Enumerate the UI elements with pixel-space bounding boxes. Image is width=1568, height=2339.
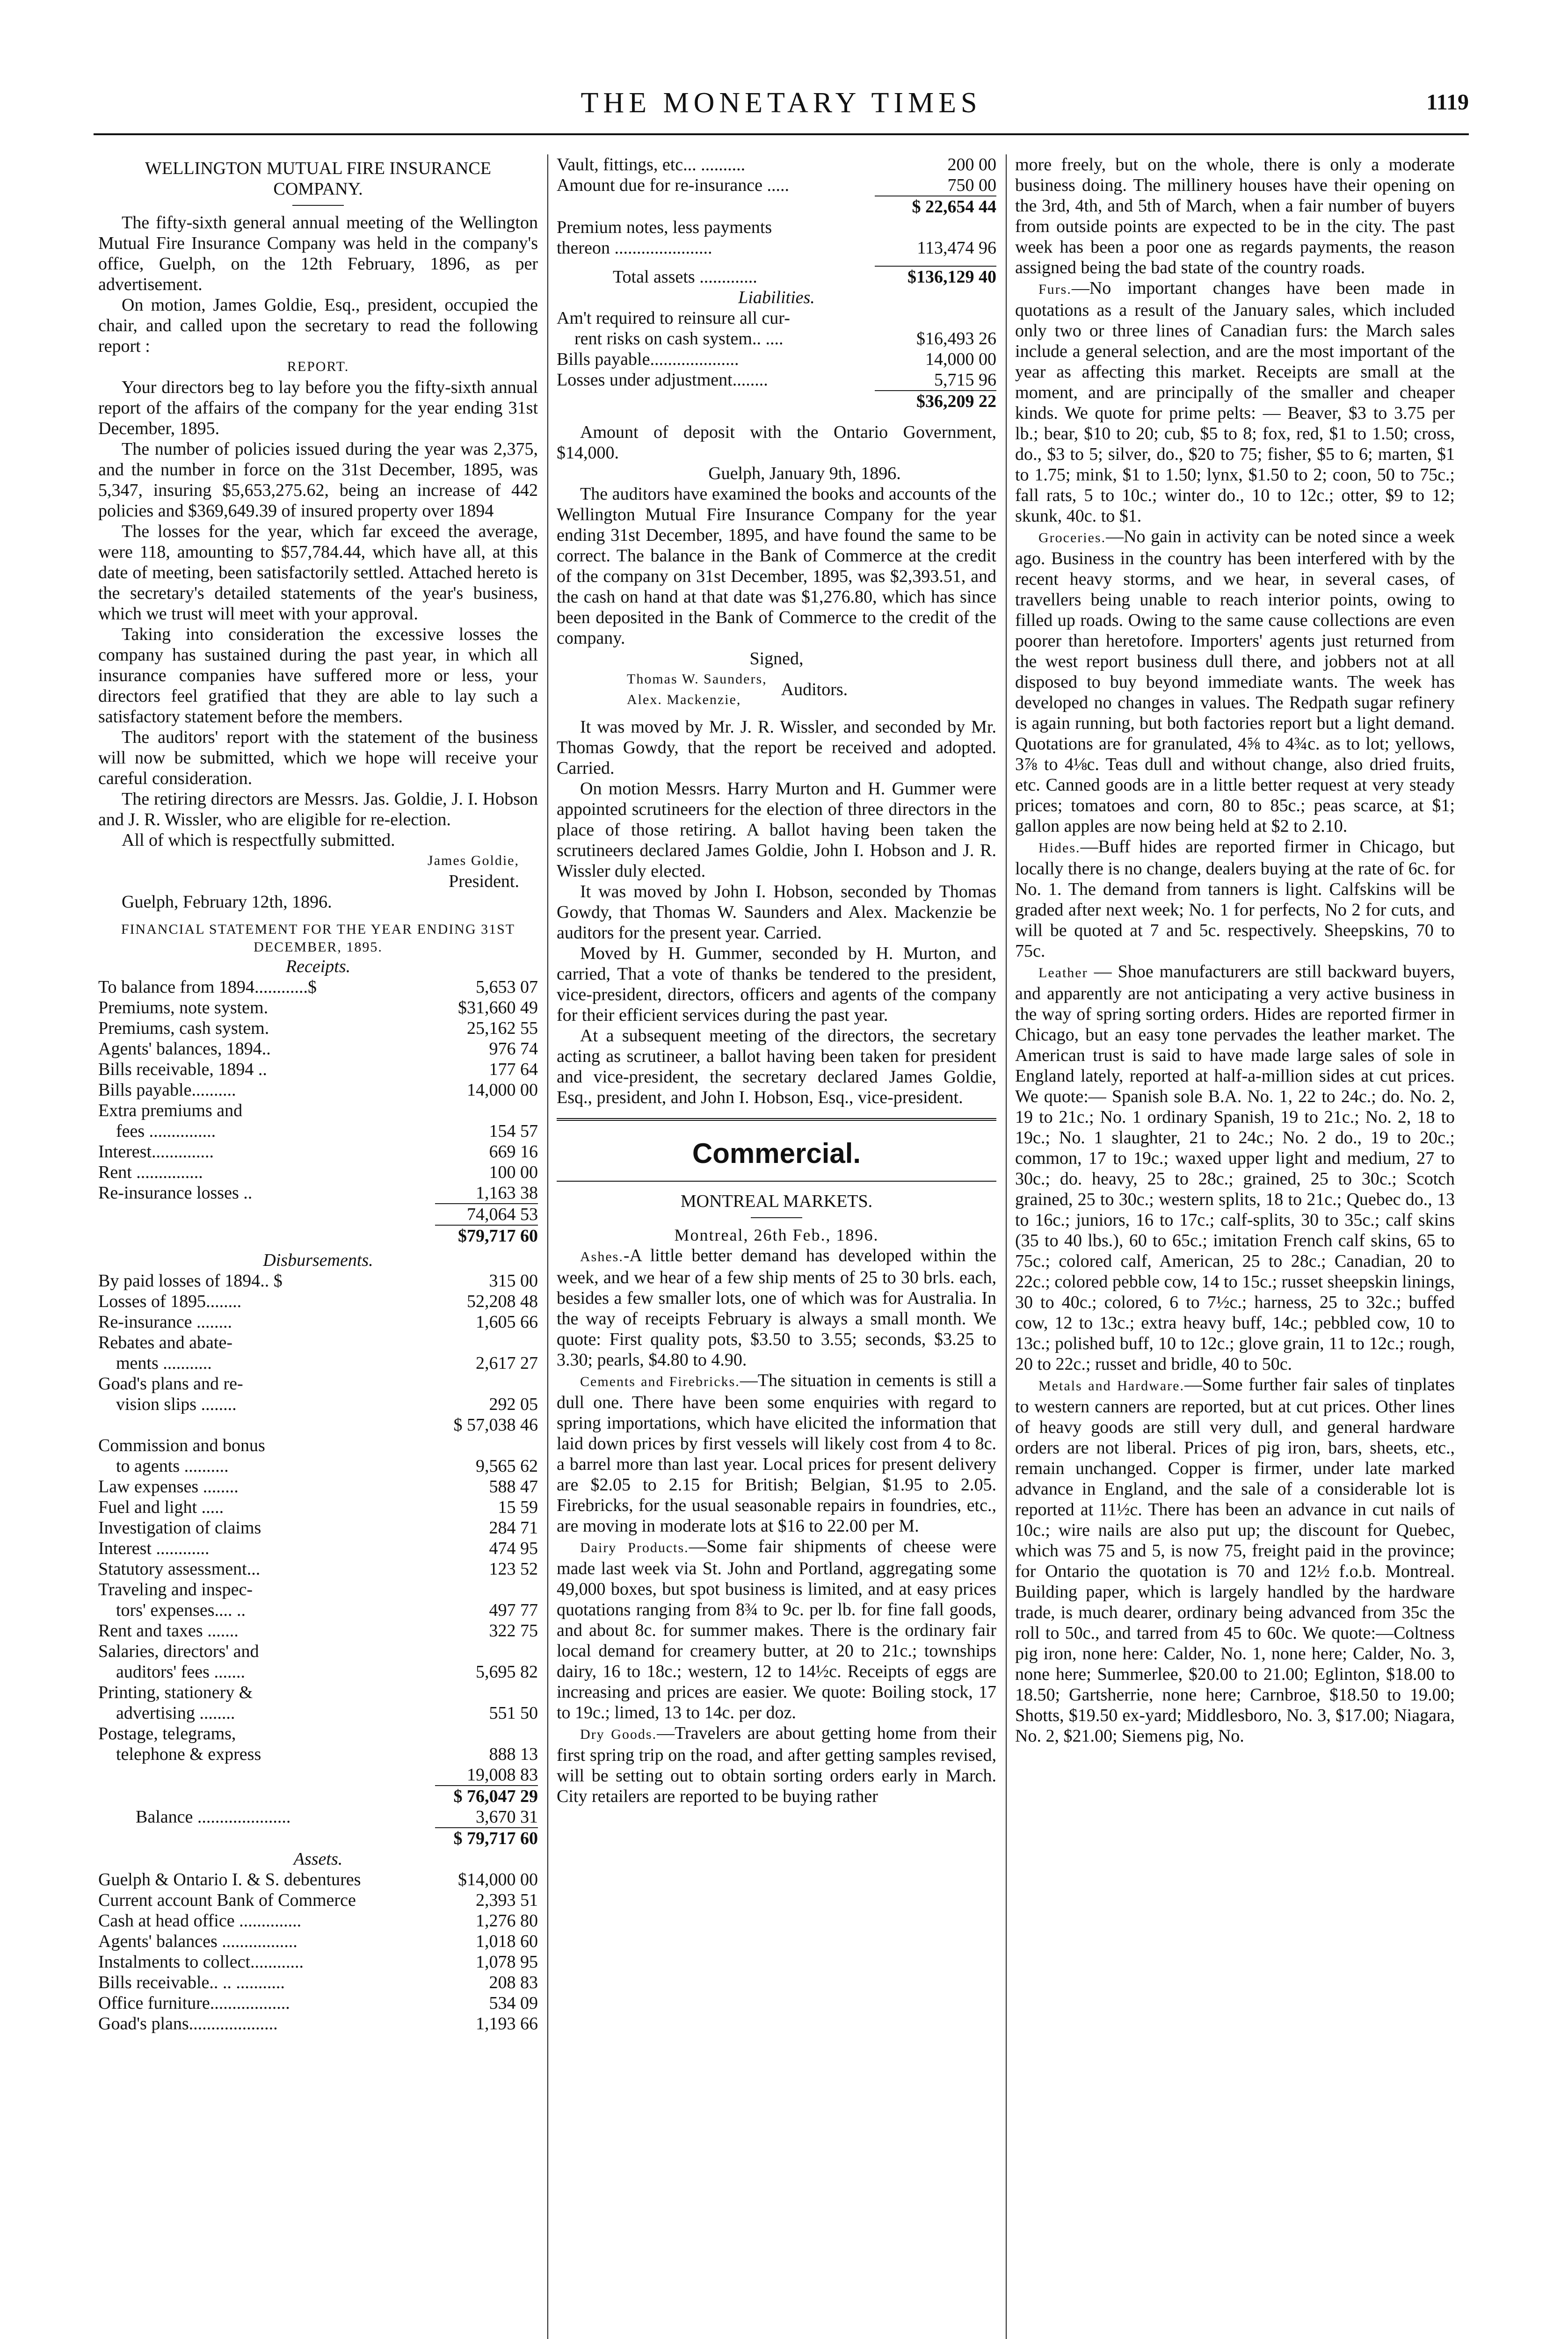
market-head: Dry Goods. (580, 1727, 657, 1742)
row-label: tors' expenses.... .. (98, 1600, 246, 1620)
row-amount: 100 00 (489, 1162, 538, 1182)
total-row (557, 390, 996, 412)
table-row (98, 1559, 538, 1579)
row-amount: 3,670 31 (476, 1807, 538, 1827)
market-text: —Some fair shipments of cheese were made last week via St. John and Portland, aggregating some 49,000 boxes, but spot business is limited, and at easy prices quotations ranging from 8¾ to 9c. per lb. for fine fall goods, and about 8c. for summer makes. There is the ordinary fair local demand for creamery butter, at 20 to 21c.; townships dairy, 16 to 18c.; western, 12 to 14½c. Receipts of eggs are increasing and prices are easier. We quote: Boiling stock, 17 to 19c.; limed, 13 to 14c. per doz. (557, 1537, 996, 1722)
row-amount: 888 13 (489, 1744, 538, 1764)
market-paragraph (1015, 526, 1455, 836)
divider (292, 205, 344, 206)
table-row (98, 1600, 538, 1620)
paragraph: The auditors have examined the books and accounts of the Wellington Mutual Fire Insurance Company for the year ending 31st December, 1895, and have found the same to be correct. The balance in the Bank of Commerce at the credit of the company on 31st December, 1895, was $2,393.51, and the cash on hand at that date was $1,276.80, which has since been deposited in the Bank of Commerce to the credit of the company. (557, 484, 996, 648)
section-divider (557, 1118, 996, 1121)
divider (751, 1217, 802, 1218)
subtotal-row (557, 196, 996, 217)
row-amount: 1,193 66 (476, 2014, 538, 2034)
row-amount: 750 00 (947, 175, 996, 195)
row-label: Re-insurance losses .. (98, 1183, 253, 1203)
row-label: ments ........... (98, 1353, 212, 1373)
masthead-title: THE MONETARY TIMES (581, 87, 982, 119)
paragraph: Amount of deposit with the Ontario Government, $14,000. (557, 422, 996, 463)
table-row (98, 1456, 538, 1476)
column-1 (98, 154, 538, 2034)
table-row (98, 1039, 538, 1059)
row-amount: 154 57 (489, 1121, 538, 1141)
paragraph: It was moved by Mr. J. R. Wissler, and seconded by Mr. Thomas Gowdy, that the report be received and adopted. Carried. (557, 717, 996, 778)
row-label: Goad's plans and re- (98, 1374, 243, 1394)
row-amount: 474 95 (489, 1539, 538, 1558)
row-label: auditors' fees ....... (98, 1662, 245, 1682)
table-row (98, 1271, 538, 1291)
table-row (98, 1162, 538, 1183)
table-row (98, 1538, 538, 1559)
balance-row (98, 1807, 538, 1827)
row-amount: $16,493 26 (916, 329, 996, 349)
market-paragraph (557, 1536, 996, 1723)
row-label: Goad's plans.................... (98, 2014, 278, 2034)
liabilities-heading: Liabilities. (738, 288, 815, 307)
total-assets-row (557, 266, 996, 287)
auditor-name: Alex. Mackenzie, (627, 692, 741, 707)
row-label: Premiums, cash system. (98, 1018, 269, 1038)
auditors-label: Auditors. (781, 680, 848, 699)
paragraph: Your directors beg to lay before you the fifty-sixth annual report of the affairs of the company for the year ending 31st December, 1895. (98, 378, 538, 438)
assets-table-continued (557, 154, 996, 196)
signature-title: President. (449, 872, 519, 891)
row-amount: 25,162 55 (467, 1018, 538, 1038)
row-amount: 52,208 48 (467, 1292, 538, 1311)
table-row (98, 1931, 538, 1952)
table-row (98, 1394, 538, 1415)
market-paragraph (1015, 836, 1455, 961)
total-row (98, 1827, 538, 1849)
signed-label: Signed, (749, 649, 804, 668)
table-row (557, 349, 996, 370)
assets-table (98, 1869, 538, 2034)
row-amount: 322 75 (489, 1621, 538, 1641)
table-row (98, 997, 538, 1018)
table-row (98, 1018, 538, 1039)
row-amount: 315 00 (489, 1271, 538, 1291)
table-row (98, 1910, 538, 1931)
row-amount: $36,209 22 (875, 390, 996, 412)
row-amount: 284 71 (489, 1518, 538, 1538)
row-label: Guelph & Ontario I. & S. debentures (98, 1870, 361, 1889)
paragraph: On motion Messrs. Harry Murton and H. Gummer were appointed scrutineers for the election of three directors in the place of those retiring. A ballot having been taken the scrutineers declared James Goldie, John I. Hobson and J. R. Wissler duly elected. (557, 779, 996, 881)
paragraph: All of which is respectfully submitted. (122, 830, 395, 850)
row-label: Rent and taxes ....... (98, 1621, 239, 1641)
row-label: rent risks on cash system.. .... (557, 329, 784, 349)
header-rule (94, 133, 1469, 135)
row-label: Printing, stationery & (98, 1683, 253, 1702)
table-row (98, 1579, 538, 1600)
market-paragraph (1015, 1374, 1455, 1746)
subtotal-row (98, 1203, 538, 1225)
section-heading: REPORT. (287, 359, 349, 374)
receipts-heading: Receipts. (285, 957, 351, 976)
table-row (98, 1059, 538, 1080)
row-label: Bills receivable.. .. ........... (98, 1973, 285, 1992)
auditor-name: Thomas W. Saunders, (627, 671, 767, 687)
minutes-body (557, 717, 996, 1108)
report-body (98, 377, 538, 850)
table-row (557, 370, 996, 390)
divider (557, 1181, 996, 1182)
table-row (557, 175, 996, 196)
row-label: Interest.............. (98, 1142, 214, 1162)
row-amount: $ 22,654 44 (875, 196, 996, 217)
table-row (98, 1497, 538, 1518)
row-amount: 588 47 (489, 1477, 538, 1496)
table-row (98, 1662, 538, 1682)
row-amount: 200 00 (947, 155, 996, 174)
table-row (98, 1100, 538, 1121)
subtotal-row (98, 1765, 538, 1785)
column-2 (557, 154, 996, 1807)
column-divider (547, 154, 548, 2339)
market-head: Leather (1038, 965, 1088, 981)
row-amount: $ 79,717 60 (435, 1827, 538, 1849)
paragraph: The number of policies issued during the year was 2,375, and the number in force on the 31st December, 1895, was 5,347, insuring $5,653,275.62, being an increase of 442 policies and $369,649.39 of insured property over 1894 (98, 439, 538, 521)
row-amount: 976 74 (489, 1039, 538, 1059)
row-label: Rent ............... (98, 1162, 203, 1182)
table-row (98, 1972, 538, 1993)
row-label: Premium notes, less payments (557, 218, 772, 237)
row-label: Interest ............ (98, 1539, 210, 1558)
table-row (98, 1373, 538, 1394)
row-amount: 2,617 27 (476, 1353, 538, 1373)
market-paragraph (1015, 961, 1455, 1374)
market-head: Metals and Hardware. (1038, 1378, 1184, 1394)
row-label: Current account Bank of Commerce (98, 1890, 356, 1910)
row-label: vision slips ........ (98, 1395, 237, 1414)
liabilities-table (557, 308, 996, 390)
market-text: —No gain in activity can be noted since a week ago. Business in the country has been interfered with by the recent heavy storms, and we hear, in several cases, of travellers being unable to reach interior points, owing to filled up roads. Owing to the same cause collections are even poorer than heretofore. Importers' agents just returned from the west report business dull there, and jobbers not at all disposed to buy beyond immediate wants. The week has developed no changes in values. The Redpath sugar refinery is again running, but both factories report but a light demand. Quotations are for granulated, 4⅝ to 4¾c. as to lot; yellows, 3⅞ to 4⅛c. Teas dull and without change, also dried fruits, etc. Canned goods are in a little better request at very steady prices; tomatoes and corn, 80 to 85c.; peas scarce, at $1; gallon apples are now being held at $2 to 2.10. (1015, 527, 1455, 836)
row-label: Bills payable.......... (98, 1080, 236, 1100)
row-label: Vault, fittings, etc... .......... (557, 155, 746, 174)
paragraph: At a subsequent meeting of the directors, the secretary acting as scrutineer, a ballot having been taken for president and vice-president, the secretary declared James Goldie, Esq., president, and John I. Hobson, Esq., vice-president. (557, 1026, 996, 1107)
row-label: Bills receivable, 1894 .. (98, 1060, 267, 1079)
market-text: —Buff hides are reported firmer in Chicago, but locally there is no change, dealers buying at the rate of 6c. for No. 1. The demand from tanners is light. Calfskins will be graded after next week; No. 1 for perfects, No 2 for cuts, and will be quoted at 7 and 5c. respectively. Sheepskins, 70 to 75c. (1015, 837, 1455, 961)
row-label: Statutory assessment... (98, 1559, 261, 1579)
market-paragraph (557, 1370, 996, 1536)
row-label: Postage, telegrams, (98, 1724, 236, 1743)
row-label: Total assets ............. (613, 267, 757, 287)
table-row (98, 2013, 538, 2034)
disbursements-table (98, 1435, 538, 1765)
market-paragraph: more freely, but on the whole, there is only a moderate business doing. The millinery houses have their opening on the 3rd, 4th, and 5th of March, when a fair number of buyers from outside points are expected to be in the city. The past week has been a poor one as regards payments, the reason assigned being the bad state of the country roads. (1015, 155, 1455, 277)
row-amount: 1,163 38 (476, 1183, 538, 1203)
table-row (557, 154, 996, 175)
receipts-balance-row (98, 977, 538, 997)
table-row (98, 1141, 538, 1162)
page-number: 1119 (1426, 90, 1469, 115)
total-row (98, 1785, 538, 1807)
section-title: Commercial. (692, 1138, 861, 1169)
table-row (98, 1869, 538, 1890)
row-label: Balance ..................... (136, 1807, 291, 1827)
market-text: —No important changes have been made in quotations as a result of the January sales, which included only two or three lines of Canadian furs: the March sales include a general selection, and are the most important of the year as affecting this market. Receipts are small at the moment, and are principally of the smaller and cheaper kinds. We quote for prime pelts: — Beaver, $3 to 3.75 per lb.; bear, $10 to 20; cub, $5 to 8; fox, red, $1 to 1.50; cross, do., $3 to 5; silver, do., $20 to 75; fisher, $5 to 6; marten, $1 to 1.75; mink, $1 to 1.50; lynx, $1.50 to 2; coon, 50 to 75c.; fall rats, 5 to 10c.; winter do., 10 to 12c.; otter, $9 to 12; skunk, 40c. to $1. (1015, 278, 1455, 526)
market-head: Cements and Firebricks. (580, 1374, 740, 1389)
page-header (94, 84, 1469, 122)
row-label: Losses under adjustment........ (557, 370, 768, 390)
row-label: By paid losses of 1894.. $ (98, 1271, 283, 1291)
market-head: Dairy Products. (580, 1540, 689, 1555)
market-text: —The situation in cements is still a dull one. There have been some enquiries with regard to spring importations, which have elicited the information that laid down prices by first vessels will likely cost from 4 to 8c. a barrel more than last year. Local prices for present delivery are $2.05 to 2.15 for British; Belgian, $1.95 to 2.05. Firebricks, for the usual seasonable repairs in foundries, etc., are moving in moderate lots at $16 to 22.00 per M. (557, 1371, 996, 1536)
row-label: Losses of 1895........ (98, 1292, 242, 1311)
row-label: Instalments to collect............ (98, 1952, 304, 1972)
row-label: fees ............... (98, 1121, 216, 1141)
table-row (98, 1291, 538, 1312)
row-label: Office furniture.................. (98, 1993, 290, 2013)
table-row (98, 1332, 538, 1353)
paragraph: Taking into consideration the excessive losses the company has sustained during the past year, in which all insurance companies have suffered more or less, your directors feel gratified that they are able to lay such a satisfactory statement before the members. (98, 625, 538, 726)
paragraph: The fifty-sixth general annual meeting of the Wellington Mutual Fire Insurance Company was held in the company's office, Guelph, on the 12th February, 1896, as per advertisement. (98, 213, 538, 294)
row-amount: 14,000 00 (925, 349, 996, 369)
table-row (98, 1620, 538, 1641)
table-row (98, 1744, 538, 1765)
column-divider (1006, 154, 1007, 2339)
table-row (98, 1080, 538, 1100)
row-amount: 5,695 82 (476, 1662, 538, 1682)
row-amount: 669 16 (489, 1142, 538, 1162)
markets-heading: MONTREAL MARKETS. (680, 1191, 873, 1211)
market-paragraph (557, 1245, 996, 1370)
row-amount: 1,605 66 (476, 1312, 538, 1332)
row-amount: 551 50 (489, 1703, 538, 1723)
assets-heading: Assets. (293, 1849, 343, 1869)
row-label: Law expenses ........ (98, 1477, 239, 1496)
row-amount: 292 05 (489, 1395, 538, 1414)
market-text: -A little better demand has developed within the week, and we hear of a few ship ments of 25 to 30 brls. each, besides a few smaller lots, one of which was for Australia. In the way of receipts February is always a small month. We quote: First quality pots, $3.50 to 3.55; seconds, $3.25 to 3.30; pearls, $4.80 to 4.90. (557, 1246, 996, 1370)
row-label: Extra premiums and (98, 1101, 243, 1120)
row-label: Rebates and abate- (98, 1333, 232, 1352)
row-label: telephone & express (98, 1744, 261, 1764)
row-label: Premiums, note system. (98, 998, 269, 1017)
table-row (98, 1952, 538, 1972)
row-label: Am't required to reinsure all cur- (557, 308, 790, 328)
disbursements-heading: Disbursements. (263, 1250, 373, 1270)
row-amount: 497 77 (489, 1600, 538, 1620)
paragraph: The retiring directors are Messrs. Jas. Goldie, J. I. Hobson and J. R. Wissler, who are eligible for re-election. (98, 789, 538, 829)
table-row (98, 1890, 538, 1910)
subtotal-row (98, 1415, 538, 1435)
row-label: Salaries, directors' and (98, 1642, 259, 1661)
article-title: WELLINGTON MUTUAL FIRE INSURANCE COMPANY. (145, 159, 491, 199)
table-row (98, 1121, 538, 1141)
row-amount: 74,064 53 (435, 1203, 538, 1225)
table-row (98, 1682, 538, 1703)
row-label: Investigation of claims (98, 1518, 261, 1538)
row-amount: $79,717 60 (435, 1225, 538, 1246)
row-label: To balance from 1894............$ (98, 977, 317, 997)
receipts-table (98, 997, 538, 1203)
paragraph: The losses for the year, which far exceed the average, were 118, amounting to $57,784.44, which have all, at this date of meeting, been satisfactorily settled. Attached hereto is the secretary's detailed statements of the year's business, which we trust will meet with your approval. (98, 522, 538, 624)
row-label: advertising ........ (98, 1703, 235, 1723)
paragraph: On motion, James Goldie, Esq., president, occupied the chair, and called upon the secretary to read the following report : (98, 295, 538, 356)
row-amount: $136,129 40 (875, 266, 996, 287)
row-label: to agents .......... (98, 1456, 229, 1476)
table-row (98, 1993, 538, 2013)
column-3 (1015, 154, 1455, 1746)
market-paragraph (1015, 278, 1455, 526)
row-amount: 5,715 96 (934, 370, 996, 390)
paragraph: It was moved by John I. Hobson, seconded by Thomas Gowdy, that Thomas W. Saunders and Alex. Mackenzie be auditors for the present year. Carried. (557, 882, 996, 943)
table-row (98, 1435, 538, 1456)
premium-notes-row (557, 238, 996, 258)
table-row (98, 1723, 538, 1744)
table-row (98, 1183, 538, 1203)
row-amount: 534 09 (489, 1993, 538, 2013)
dateline: Guelph, February 12th, 1896. (122, 892, 332, 912)
market-paragraph (557, 1723, 996, 1807)
market-head: Furs. (1038, 282, 1072, 297)
row-label: Commission and bonus (98, 1436, 265, 1455)
table-row (557, 308, 996, 328)
row-label: Agents' balances ................. (98, 1932, 298, 1951)
row-label: Bills payable.................... (557, 349, 739, 369)
market-text: — Shoe manufacturers are still backward buyers, and apparently are not anticipating a very active business in the way of spring sorting orders. Hides are reported firmer in Chicago, but an easy tone pervades the leather market. The American trust is said to have made large sales of sole in England lately, reported at half-a-million sides at cut prices. We quote:— Spanish sole B.A. No. 1, 22 to 24c.; do. No. 2, 19 to 21c.; No. 1 ordinary Spanish, 19 to 21c.; No. 2, 18 to 19c.; No. 1 slaughter, 21 to 24c.; No. 2 do., 19 to 20c.; common, 17 to 19c.; waxed upper light and medium, 27 to 30c.; do. heavy, 25 to 28c.; grained, 25 to 30c.; Scotch grained, 25 to 30c.; western splits, 18 to 21c.; Quebec do., 13 to 16c.; juniors, 16 to 17c.; calf-splits, 30 to 35c.; calf skins (35 to 40 lbs.), 60 to 65c.; imitation French calf skins, 65 to 75c.; colored calf, American, 25 to 28c.; Canadian, 20 to 22c.; colored pebble cow, 14 to 15c.; russet sheepskin linings, 30 to 40c.; colored, 6 to 7½c.; harness, 25 to 32c.; buffed cow, 12 to 13c.; extra heavy buff, 14c.; pebbled cow, 10 to 13c.; polished buff, 10 to 12c.; glove grain, 11 to 12c.; rough, 20 to 22c.; russet and bridle, 40 to 50c. (1015, 962, 1455, 1374)
row-amount: 208 83 (489, 1973, 538, 1992)
row-amount: 113,474 96 (917, 238, 996, 258)
auditors-signatures (557, 669, 996, 710)
row-amount: 123 52 (489, 1559, 538, 1579)
row-label: Agents' balances, 1894.. (98, 1039, 271, 1059)
market-text: —Travelers are about getting home from their first spring trip on the road, and after getting samples revised, will be setting out to obtain sorting orders early in March. City retailers are reported to be buying rather (557, 1723, 997, 1806)
row-label: Re-insurance ........ (98, 1312, 232, 1332)
row-amount: $14,000 00 (458, 1870, 538, 1889)
dateline: Guelph, January 9th, 1896. (708, 464, 901, 483)
row-amount: 5,653 07 (476, 977, 538, 997)
row-amount: 1,018 60 (476, 1932, 538, 1951)
row-label: Fuel and light ..... (98, 1497, 224, 1517)
table-row (98, 1353, 538, 1373)
row-amount: 1,276 80 (476, 1911, 538, 1931)
market-head: Hides. (1038, 840, 1081, 856)
row-amount: $ 57,038 46 (453, 1415, 538, 1435)
row-label: Traveling and inspec- (98, 1580, 253, 1599)
market-text: —Some further fair sales of tinplates to western canners are reported, but at cut prices. Other lines of heavy goods are still very dull, and general hardware orders are not liberal. Prices of pig iron, bars, sheets, etc., remain unchanged. Copper is firmer, under late marked advance in England, and the sale of a considerable lot is reported at 11½c. There has been an advance in cut nails of 10c.; wire nails are also put up; the discount for Quebec, which was 75 and 5, is now 75, freight paid in the province; for Ontario the quotation is 70 and 12½ f.o.b. Montreal. Building paper, which is largely handled by the hardware trade, is much dearer, ordinary being advanced from 35c the roll to 50c., and tarred from 45 to 60c. We quote:—Coltness pig iron, none here: Calder, No. 1, none here; Calder, No. 3, none here; Summerlee, $20.00 to 21.00; Eglinton, $18.00 to 18.50; Gartsherrie, none here; Carnbroe, $18.50 to 19.00; Shotts, $19.50 ex-yard; Middlesboro, No. 3, $17.00; Niagara, No. 2, $21.00; Siemens pig, No. (1015, 1375, 1455, 1746)
row-label: thereon ...................... (557, 238, 712, 258)
row-amount: 19,008 83 (467, 1765, 538, 1785)
row-amount: 14,000 00 (467, 1080, 538, 1100)
row-label: Cash at head office .............. (98, 1911, 302, 1931)
row-label: Amount due for re-insurance ..... (557, 175, 790, 195)
row-amount: $ 76,047 29 (435, 1785, 538, 1807)
table-row (98, 1518, 538, 1538)
table-row (98, 1476, 538, 1497)
row-amount: $31,660 49 (458, 998, 538, 1017)
paragraph: The auditors' report with the statement of the business will now be submitted, which we hope will receive your careful consideration. (98, 727, 538, 788)
market-head: Ashes. (580, 1249, 624, 1264)
table-row (98, 1641, 538, 1662)
signature-name: James Goldie, (428, 853, 519, 868)
row-amount: 9,565 62 (476, 1456, 538, 1476)
paragraph: Moved by H. Gummer, seconded by H. Murton, and carried, That a vote of thanks be tendered to the president, vice-president, directors, officers and agents of the company for their efficient services during the past year. (557, 944, 996, 1025)
row-amount: 1,078 95 (476, 1952, 538, 1972)
total-row (98, 1225, 538, 1246)
table-row (557, 328, 996, 349)
disbursements-table (98, 1271, 538, 1415)
row-amount: 2,393 51 (476, 1890, 538, 1910)
dateline: Montreal, 26th Feb., 1896. (674, 1226, 879, 1244)
table-row (98, 1703, 538, 1723)
row-amount: 177 64 (489, 1060, 538, 1079)
statement-heading: FINANCIAL STATEMENT FOR THE YEAR ENDING 31ST DECEMBER, 1895. (121, 922, 515, 955)
row-amount: 15 59 (498, 1497, 538, 1517)
premium-notes-row (557, 217, 996, 238)
market-head: Groceries. (1038, 530, 1106, 545)
table-row (98, 1312, 538, 1332)
